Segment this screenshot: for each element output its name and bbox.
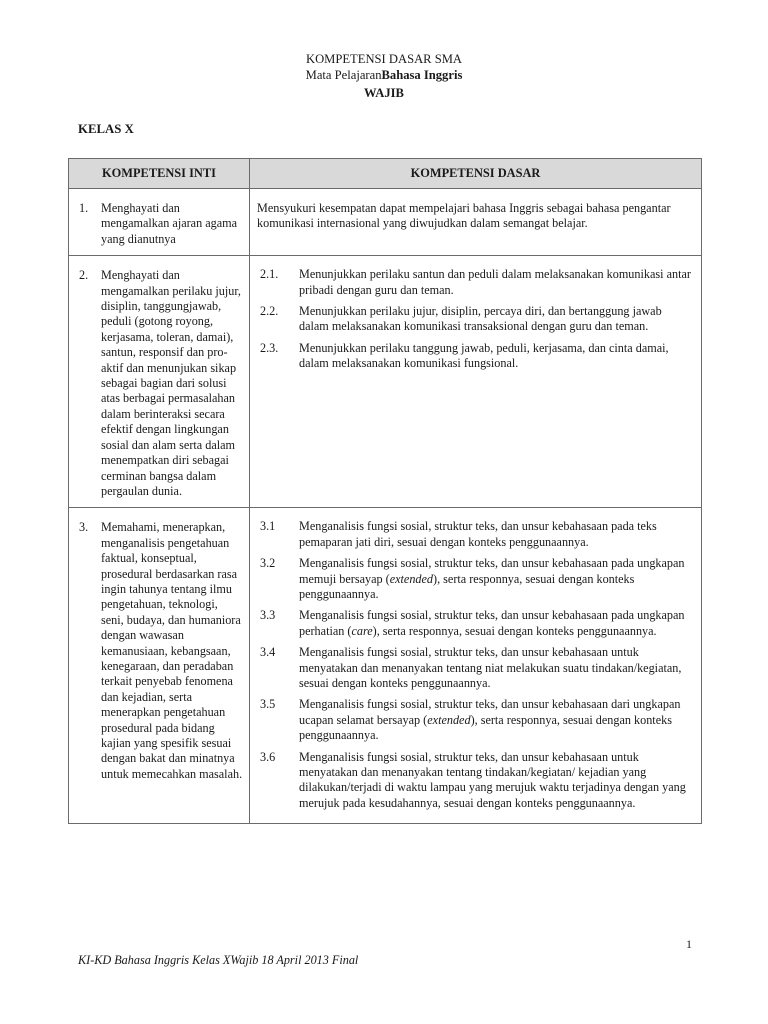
kd-number: 3.3 bbox=[260, 608, 276, 623]
page-number: 1 bbox=[686, 937, 692, 951]
kd-text-part: Menganalisis fungsi sosial, struktur teks, dan unsur kebahasaan pada ungkapan perhatian ( bbox=[299, 608, 685, 638]
subject-name: Bahasa Inggris bbox=[381, 68, 463, 82]
kd-text-part: ), serta responnya, sesuai dengan konteks penggunaannya. bbox=[299, 571, 635, 601]
kd-item bbox=[257, 267, 693, 298]
kd-text-part: Menganalisis fungsi sosial, struktur teks, dan unsur kebahasaan dari ungkapan ucapan selamat bersayap ( bbox=[299, 697, 681, 727]
kd-term: extended bbox=[389, 571, 434, 586]
kd-item bbox=[257, 341, 693, 372]
ki-cell bbox=[69, 256, 250, 508]
kd-text-part: ), serta responnya, sesuai dengan konteks penggunaannya. bbox=[372, 623, 657, 638]
ki-cell bbox=[69, 508, 250, 824]
kd-number: 3.6 bbox=[260, 749, 276, 764]
kd-number: 3.1 bbox=[260, 519, 276, 534]
ki-text: Menghayati dan mengamalkan ajaran agama yang dianutnya bbox=[101, 201, 238, 246]
col-header-kd: KOMPETENSI DASAR bbox=[250, 159, 702, 189]
page-footer: KI-KD Bahasa Inggris Kelas XWajib 18 April 2013 Final bbox=[78, 953, 359, 967]
ki-number: 1. bbox=[79, 201, 89, 215]
kd-item bbox=[257, 645, 693, 691]
table-row bbox=[69, 189, 702, 256]
kd-item bbox=[257, 750, 693, 812]
kd-text-part: ), serta responnya, sesuai dengan konteks penggunaannya. bbox=[299, 712, 672, 743]
kd-text-part: Menganalisis fungsi sosial, struktur teks, dan unsur kebahasaan pada ungkapan memuji bersayap ( bbox=[299, 556, 685, 586]
doc-title: KOMPETENSI DASAR SMA bbox=[305, 52, 463, 66]
kd-term: care bbox=[351, 623, 373, 638]
kd-text: Menganalisis fungsi sosial, struktur teks, dan unsur kebahasaan untuk menyatakan dan menanyakan tentang tindakan/kegiatan/ kejadian yang dilakukan/terjadi di waktu lampau yang merujuk waktu terjadinya dengan yang merujuk pada kesudahannya, sesuai dengan konteks penggunaannya. bbox=[299, 749, 686, 810]
subject-prefix: Mata Pelajaran bbox=[305, 68, 382, 82]
doc-category: WAJIB bbox=[364, 86, 404, 100]
kd-item bbox=[257, 697, 693, 743]
kd-text bbox=[299, 608, 693, 639]
kd-item bbox=[257, 519, 693, 550]
kd-number: 3.4 bbox=[260, 645, 276, 660]
doc-subtitle bbox=[0, 68, 768, 83]
kd-text: Menunjukkan perilaku santun dan peduli dalam melaksanakan komunikasi antar pribadi dengan guru dan teman. bbox=[299, 267, 691, 297]
kd-text bbox=[299, 697, 693, 743]
table-row bbox=[69, 256, 702, 508]
col-header-ki: KOMPETENSI INTI bbox=[69, 159, 250, 189]
kd-cell bbox=[250, 189, 702, 256]
class-heading: KELAS X bbox=[78, 122, 134, 136]
kd-text: Menganalisis fungsi sosial, struktur teks, dan unsur kebahasaan pada teks pemaparan jati diri, sesuai dengan konteks penggunaannya. bbox=[299, 519, 657, 549]
ki-text: Memahami, menerapkan, menganalisis pengetahuan faktual, konseptual, prosedural berdasarkan rasa ingin tahunya tentang ilmu pengetahuan, teknologi, seni, budaya, dan humaniora dengan wawasan kemanusiaan, kebangsaan, kenegaraan, dan peradaban terkait penyebab fenomena dan kejadian, serta menerapkan pengetahuan prosedural pada bidang kajian yang spesifik sesuai dengan bakat dan minatnya untuk memecahkan masalah. bbox=[101, 520, 243, 781]
kd-text: Mensyukuri kesempatan dapat mempelajari bahasa Inggris sebagai bahasa pengantar komunikasi internasional yang diwujudkan dalam semangat belajar. bbox=[257, 201, 671, 231]
kd-text: Menganalisis fungsi sosial, struktur teks, dan unsur kebahasaan untuk menyatakan dan menanyakan tentang niat melakukan suatu tindakan/kegiatan, sesuai dengan konteks penggunaannya. bbox=[299, 645, 682, 690]
ki-text: Menghayati dan mengamalkan perilaku jujur, disiplin, tanggungjawab, peduli (gotong royong, kerjasama, toleran, damai), santun, responsif dan pro-aktif dan menunjukan sikap sebagai bagian dari solusi atas berbagai permasalahan dalam berinteraksi secara efektif dengan lingkungan sosial dan alam serta dalam menempatkan diri sebagai cerminan bangsa dalam pergaulan dunia. bbox=[101, 268, 241, 498]
kd-number: 3.5 bbox=[260, 697, 276, 712]
kd-cell bbox=[250, 256, 702, 508]
kd-item bbox=[257, 304, 693, 335]
ki-number: 2. bbox=[79, 268, 89, 283]
competency-table bbox=[68, 158, 702, 824]
kd-number: 2.2. bbox=[260, 304, 279, 319]
table-header-row bbox=[69, 159, 702, 189]
kd-number: 2.3. bbox=[260, 340, 279, 355]
ki-cell bbox=[69, 189, 250, 256]
kd-number: 3.2 bbox=[260, 556, 276, 571]
kd-cell bbox=[250, 508, 702, 824]
ki-number: 3. bbox=[79, 520, 89, 535]
kd-item bbox=[257, 608, 693, 639]
table-row bbox=[69, 508, 702, 824]
kd-text: Menunjukkan perilaku tanggung jawab, peduli, kerjasama, dan cinta damai, dalam melaksanakan komunikasi fungsional. bbox=[299, 340, 669, 371]
kd-number: 2.1. bbox=[260, 267, 279, 282]
kd-text: Menunjukkan perilaku jujur, disiplin, percaya diri, dan bertanggung jawab dalam melaksanakan komunikasi transaksional dengan guru dan teman. bbox=[299, 304, 662, 334]
kd-item bbox=[257, 556, 693, 602]
kd-term: extended bbox=[427, 712, 471, 727]
kd-text bbox=[299, 556, 693, 602]
